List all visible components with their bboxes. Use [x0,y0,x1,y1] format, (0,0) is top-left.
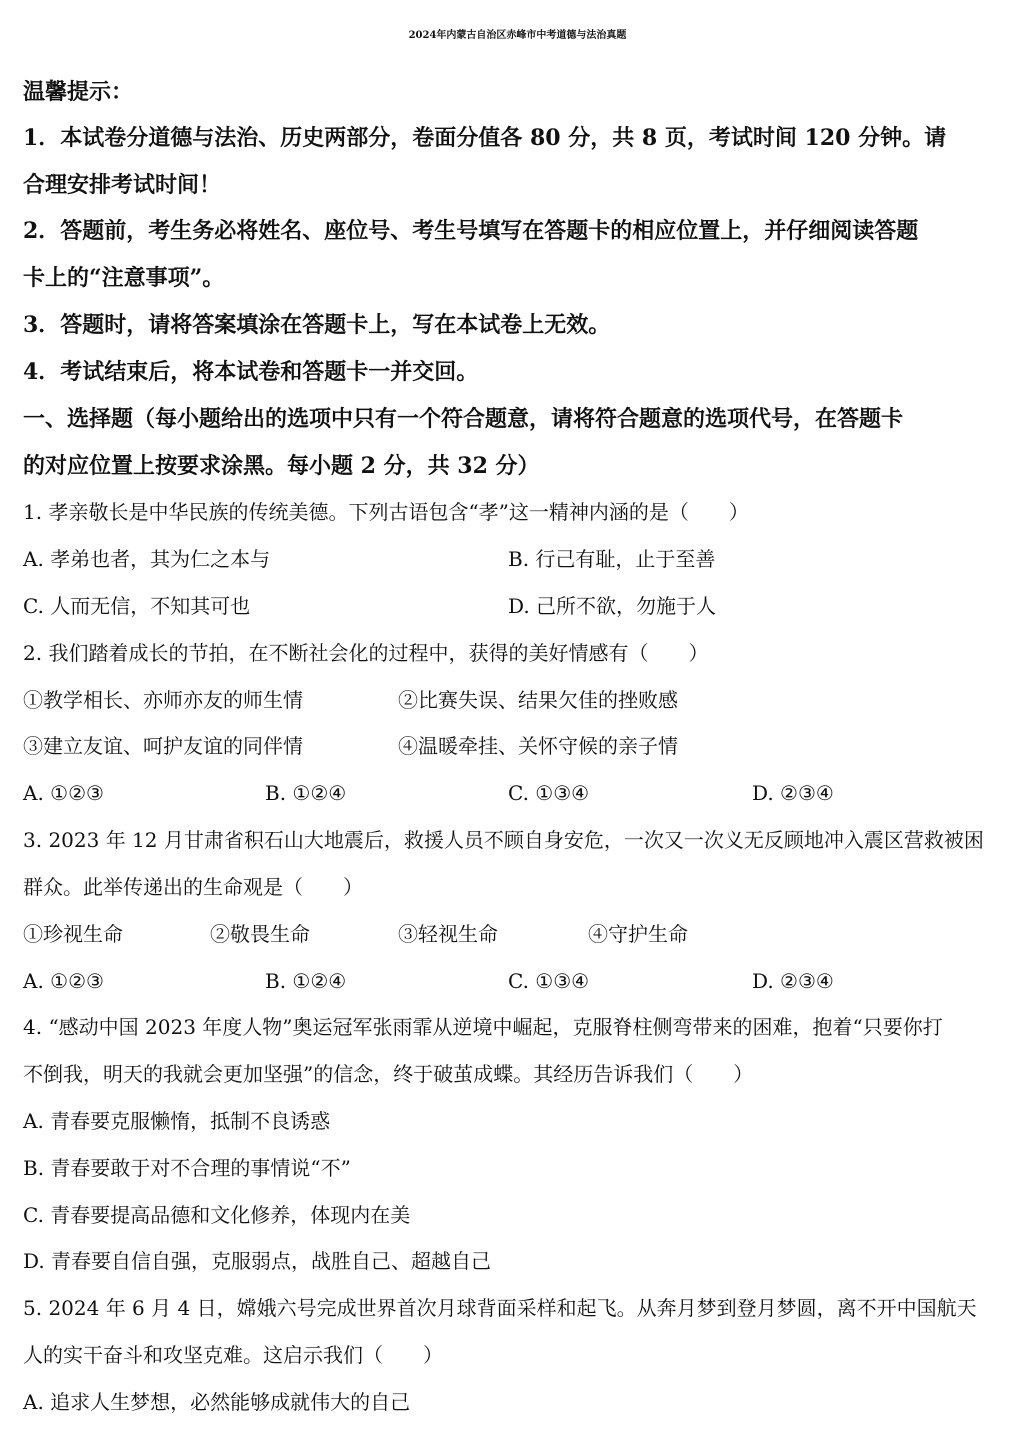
q5-option-a: A. 追求人生梦想，必然能够成就伟大的自己 [23,1390,411,1414]
q1-option-c: C. 人而无信，不知其可也 [23,594,251,618]
q3-option-a: A. ①②③ [23,969,104,993]
notice-line-1b: 合理安排考试时间！ [23,172,222,198]
q2-statement-3: ③建立友谊、呵护友谊的同伴情 [23,734,303,758]
q1-option-d: D. 己所不欲，勿施于人 [508,594,717,618]
q2-stem: 2. 我们踏着成长的节拍，在不断社会化的过程中，获得的美好情感有（ ） [23,641,709,665]
q3-option-b: B. ①②④ [265,969,347,993]
q3-statement-4: ④守护生命 [588,922,688,946]
notice-line-3: 3．答题时，请将答案填涂在答题卡上，写在本试卷上无效。 [23,312,611,338]
q1-option-b: B. 行己有耻，止于至善 [508,547,716,571]
q2-option-c: C. ①③④ [508,781,590,805]
q3-option-c: C. ①③④ [508,969,590,993]
q2-option-a: A. ①②③ [23,781,104,805]
q4-option-b: B. 青春要敢于对不合理的事情说“不” [23,1156,351,1180]
notice-line-1a: 1．本试卷分道德与法治、历史两部分，卷面分值各 80 分，共 8 页，考试时间 120 分钟。请 [23,125,947,151]
q5-stem-b: 人的实干奋斗和攻坚克难。这启示我们（ ） [23,1343,443,1367]
q3-stem-b: 群众。此举传递出的生命观是（ ） [23,875,363,899]
q1-option-a: A. 孝弟也者，其为仁之本与 [23,547,271,571]
section-heading-a: 一、选择题（每小题给出的选项中只有一个符合题意，请将符合题意的选项代号，在答题卡 [23,406,904,432]
notice-line-2b: 卡上的“注意事项”。 [23,265,225,291]
q3-statement-1: ①珍视生命 [23,922,123,946]
q2-option-d: D. ②③④ [752,781,834,805]
page-title: 2024年内蒙古自治区赤峰市中考道德与法治真题 [408,30,627,41]
section-heading-b: 的对应位置上按要求涂黑。每小题 2 分，共 32 分） [23,453,540,479]
q4-option-a: A. 青春要克服懒惰，抵制不良诱惑 [23,1109,331,1133]
q3-stem-a: 3. 2023 年 12 月甘肃省积石山大地震后，救援人员不顾自身安危，一次又一次义无反顾地冲入震区营救被困 [23,828,984,852]
q3-statement-2: ②敬畏生命 [210,922,310,946]
notice-heading: 温馨提示： [23,79,134,105]
q2-statement-4: ④温暖牵挂、关怀守候的亲子情 [398,734,678,758]
notice-line-4: 4．考试结束后，将本试卷和答题卡一并交回。 [23,359,479,385]
q5-stem-a: 5. 2024 年 6 月 4 日，嫦娥六号完成世界首次月球背面采样和起飞。从奔月梦到登月梦圆，离不开中国航天 [23,1296,977,1320]
q3-option-d: D. ②③④ [752,969,834,993]
q3-statement-3: ③轻视生命 [398,922,498,946]
q4-stem-b: 不倒我，明天的我就会更加坚强”的信念，终于破茧成蝶。其经历告诉我们（ ） [23,1062,754,1086]
q4-stem-a: 4. “感动中国 2023 年度人物”奥运冠军张雨霏从逆境中崛起，克服脊柱侧弯带来的困难，抱着“只要你打 [23,1015,943,1039]
q2-statement-1: ①教学相长、亦师亦友的师生情 [23,688,303,712]
q4-option-c: C. 青春要提高品德和文化修养，体现内在美 [23,1203,411,1227]
notice-line-2a: 2．答题前，考生务必将姓名、座位号、考生号填写在答题卡的相应位置上，并仔细阅读答题 [23,218,919,244]
q4-option-d: D. 青春要自信自强，克服弱点，战胜自己、超越自己 [23,1249,492,1273]
q2-statement-2: ②比赛失误、结果欠佳的挫败感 [398,688,678,712]
q2-option-b: B. ①②④ [265,781,347,805]
q1-stem: 1. 孝亲敬长是中华民族的传统美德。下列古语包含“孝”这一精神内涵的是（ ） [23,500,749,524]
